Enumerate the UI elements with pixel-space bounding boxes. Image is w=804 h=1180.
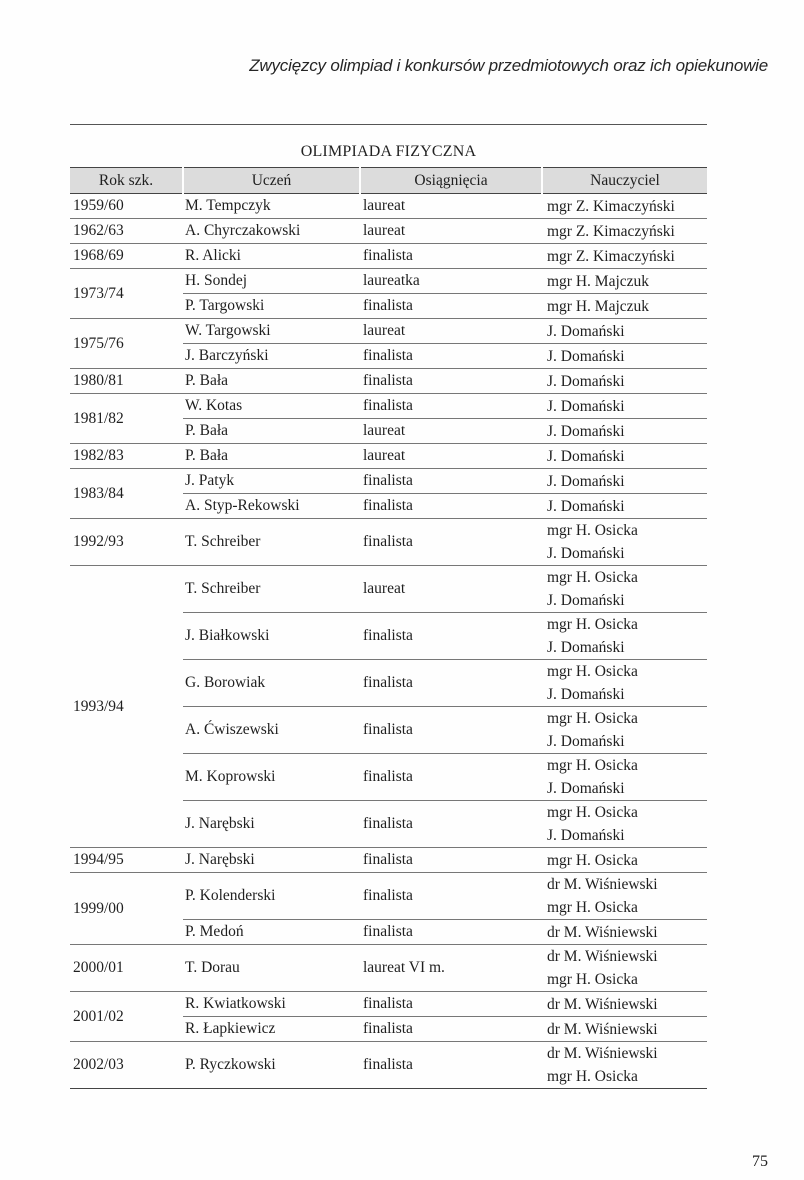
- achievement-cell: laureat: [360, 419, 542, 444]
- table-row: [70, 319, 707, 344]
- teacher-name: mgr H. Osicka: [547, 663, 638, 680]
- header-rule: [70, 124, 707, 125]
- student-cell: P. Targowski: [183, 294, 360, 319]
- teacher-name: mgr H. Osicka: [547, 710, 638, 727]
- teacher-name: mgr H. Osicka: [547, 1068, 638, 1085]
- teacher-name: mgr H. Osicka: [547, 757, 638, 774]
- teacher-name: J. Domański: [547, 422, 625, 440]
- achievement-cell: finalista: [360, 244, 542, 269]
- teacher-cell: [542, 566, 707, 613]
- teacher-cell: [542, 920, 707, 945]
- teacher-name: J. Domański: [547, 592, 625, 609]
- teacher-cell: [542, 294, 707, 319]
- student-cell: P. Bała: [183, 369, 360, 394]
- achievement-cell: laureatka: [360, 269, 542, 294]
- student-cell: P. Ryczkowski: [183, 1042, 360, 1089]
- student-cell: P. Bała: [183, 444, 360, 469]
- student-cell: R. Kwiatkowski: [183, 992, 360, 1017]
- teacher-cell: [542, 444, 707, 469]
- table-row: [70, 469, 707, 494]
- teacher-name: J. Domański: [547, 827, 625, 844]
- school-year-cell: 1994/95: [70, 848, 183, 873]
- achievement-cell: finalista: [360, 613, 542, 660]
- student-cell: J. Białkowski: [183, 613, 360, 660]
- teacher-name: J. Domański: [547, 780, 625, 797]
- school-year-cell: 1962/63: [70, 219, 183, 244]
- teacher-cell: [542, 194, 707, 219]
- teacher-name: J. Domański: [547, 372, 625, 390]
- teacher-cell: [542, 1017, 707, 1042]
- achievement-cell: finalista: [360, 469, 542, 494]
- teacher-cell: [542, 519, 707, 566]
- achievement-cell: laureat: [360, 194, 542, 219]
- achievement-cell: finalista: [360, 920, 542, 945]
- student-cell: J. Narębski: [183, 848, 360, 873]
- teacher-name: J. Domański: [547, 322, 625, 340]
- achievement-cell: finalista: [360, 1017, 542, 1042]
- table-row: [70, 945, 707, 992]
- student-cell: J. Narębski: [183, 801, 360, 848]
- school-year-cell: 2000/01: [70, 945, 183, 992]
- achievement-cell: finalista: [360, 707, 542, 754]
- teacher-cell: [542, 344, 707, 369]
- teacher-cell: [542, 848, 707, 873]
- achievement-cell: finalista: [360, 294, 542, 319]
- school-year-cell: 1959/60: [70, 194, 183, 219]
- teacher-name: J. Domański: [547, 397, 625, 415]
- school-year-cell: 1973/74: [70, 269, 183, 319]
- table-row: [70, 219, 707, 244]
- column-header-teacher: Nauczyciel: [542, 168, 707, 194]
- table-title: OLIMPIADA FIZYCZNA: [300, 143, 477, 160]
- student-cell: T. Schreiber: [183, 519, 360, 566]
- teacher-name: mgr Z. Kimaczyński: [547, 247, 675, 265]
- student-cell: G. Borowiak: [183, 660, 360, 707]
- achievement-cell: finalista: [360, 1042, 542, 1089]
- achievement-cell: finalista: [360, 801, 542, 848]
- teacher-name: J. Domański: [547, 497, 625, 515]
- teacher-cell: [542, 613, 707, 660]
- teacher-name: mgr H. Majczuk: [547, 297, 650, 315]
- achievement-cell: laureat: [360, 319, 542, 344]
- teacher-name: dr M. Wiśniewski: [547, 948, 658, 965]
- achievement-cell: finalista: [360, 848, 542, 873]
- teacher-name: mgr H. Osicka: [547, 569, 638, 586]
- teacher-cell: [542, 244, 707, 269]
- school-year-cell: 1983/84: [70, 469, 183, 519]
- teacher-name: dr M. Wiśniewski: [547, 995, 658, 1013]
- achievement-cell: finalista: [360, 660, 542, 707]
- teacher-name: mgr H. Osicka: [547, 522, 638, 539]
- teacher-cell: [542, 945, 707, 992]
- table-row: [70, 244, 707, 269]
- school-year-cell: 1993/94: [70, 566, 183, 848]
- teacher-name: J. Domański: [547, 447, 625, 465]
- achievement-cell: finalista: [360, 754, 542, 801]
- table-row: [70, 873, 707, 920]
- achievement-cell: finalista: [360, 369, 542, 394]
- teacher-name: mgr H. Majczuk: [547, 272, 650, 290]
- student-cell: R. Łapkiewicz: [183, 1017, 360, 1042]
- table-row: [70, 519, 707, 566]
- teacher-cell: [542, 992, 707, 1017]
- achievement-cell: laureat: [360, 219, 542, 244]
- school-year-cell: 1992/93: [70, 519, 183, 566]
- teacher-name: J. Domański: [547, 686, 625, 703]
- table-row: [70, 194, 707, 219]
- teacher-cell: [542, 219, 707, 244]
- table-row: [70, 566, 707, 613]
- teacher-name: mgr H. Osicka: [547, 804, 638, 821]
- teacher-cell: [542, 394, 707, 419]
- teacher-name: J. Domański: [547, 472, 625, 490]
- teacher-name: mgr Z. Kimaczyński: [547, 222, 675, 240]
- teacher-cell: [542, 319, 707, 344]
- column-header-year: Rok szk.: [70, 168, 183, 194]
- achievement-cell: finalista: [360, 394, 542, 419]
- teacher-name: mgr H. Osicka: [547, 851, 638, 869]
- student-cell: M. Tempczyk: [183, 194, 360, 219]
- student-cell: P. Medoń: [183, 920, 360, 945]
- table-row: [70, 369, 707, 394]
- teacher-cell: [542, 269, 707, 294]
- school-year-cell: 1999/00: [70, 873, 183, 945]
- teacher-name: dr M. Wiśniewski: [547, 1045, 658, 1062]
- teacher-name: dr M. Wiśniewski: [547, 1020, 658, 1038]
- student-cell: J. Barczyński: [183, 344, 360, 369]
- olympiad-results-table: [70, 167, 707, 1089]
- teacher-cell: [542, 754, 707, 801]
- student-cell: P. Kolenderski: [183, 873, 360, 920]
- school-year-cell: 1982/83: [70, 444, 183, 469]
- teacher-name: mgr H. Osicka: [547, 899, 638, 916]
- table-row: [70, 848, 707, 873]
- teacher-name: J. Domański: [547, 545, 625, 562]
- school-year-cell: 1980/81: [70, 369, 183, 394]
- student-cell: W. Kotas: [183, 394, 360, 419]
- table-row: [70, 1042, 707, 1089]
- teacher-cell: [542, 469, 707, 494]
- teacher-name: mgr H. Osicka: [547, 616, 638, 633]
- teacher-name: J. Domański: [547, 733, 625, 750]
- achievement-cell: laureat: [360, 566, 542, 613]
- school-year-cell: 2001/02: [70, 992, 183, 1042]
- teacher-cell: [542, 660, 707, 707]
- column-header-student: Uczeń: [183, 168, 360, 194]
- table-row: [70, 992, 707, 1017]
- table-row: [70, 394, 707, 419]
- teacher-name: dr M. Wiśniewski: [547, 876, 658, 893]
- teacher-cell: [542, 707, 707, 754]
- table-body: [70, 194, 707, 1089]
- table-header-row: [70, 168, 707, 194]
- school-year-cell: 1975/76: [70, 319, 183, 369]
- teacher-cell: [542, 419, 707, 444]
- table-row: [70, 444, 707, 469]
- school-year-cell: 1981/82: [70, 394, 183, 444]
- student-cell: A. Styp-Rekowski: [183, 494, 360, 519]
- teacher-cell: [542, 873, 707, 920]
- student-cell: H. Sondej: [183, 269, 360, 294]
- running-header: Zwycięzcy olimpiad i konkursów przedmiotowych oraz ich opiekunowie: [249, 56, 768, 75]
- student-cell: T. Schreiber: [183, 566, 360, 613]
- achievement-cell: finalista: [360, 494, 542, 519]
- page-number: 75: [752, 1153, 768, 1170]
- teacher-cell: [542, 801, 707, 848]
- achievement-cell: finalista: [360, 344, 542, 369]
- teacher-cell: [542, 1042, 707, 1089]
- teacher-name: dr M. Wiśniewski: [547, 923, 658, 941]
- teacher-name: J. Domański: [547, 347, 625, 365]
- student-cell: P. Bała: [183, 419, 360, 444]
- student-cell: M. Koprowski: [183, 754, 360, 801]
- school-year-cell: 2002/03: [70, 1042, 183, 1089]
- school-year-cell: 1968/69: [70, 244, 183, 269]
- achievement-cell: finalista: [360, 992, 542, 1017]
- column-header-achievement: Osiągnięcia: [360, 168, 542, 194]
- achievement-cell: laureat: [360, 444, 542, 469]
- student-cell: A. Ćwiszewski: [183, 707, 360, 754]
- teacher-cell: [542, 494, 707, 519]
- student-cell: A. Chyrczakowski: [183, 219, 360, 244]
- student-cell: R. Alicki: [183, 244, 360, 269]
- table-row: [70, 269, 707, 294]
- teacher-name: mgr Z. Kimaczyński: [547, 197, 675, 215]
- teacher-cell: [542, 369, 707, 394]
- achievement-cell: finalista: [360, 519, 542, 566]
- student-cell: T. Dorau: [183, 945, 360, 992]
- achievement-cell: laureat VI m.: [360, 945, 542, 992]
- achievement-cell: finalista: [360, 873, 542, 920]
- student-cell: J. Patyk: [183, 469, 360, 494]
- teacher-name: J. Domański: [547, 639, 625, 656]
- teacher-name: mgr H. Osicka: [547, 971, 638, 988]
- student-cell: W. Targowski: [183, 319, 360, 344]
